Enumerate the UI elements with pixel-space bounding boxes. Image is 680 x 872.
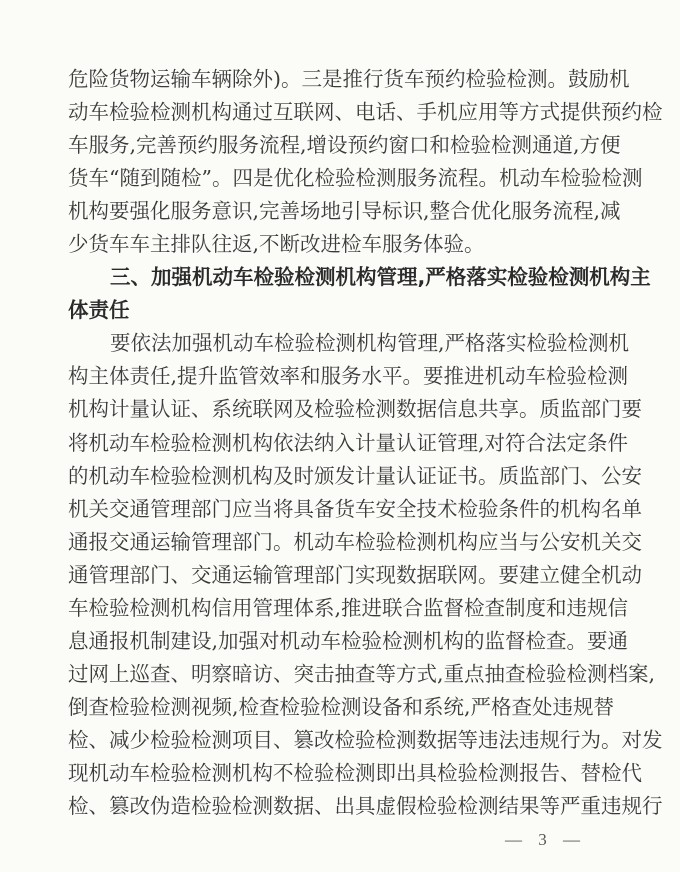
text-line: 过网上巡查、明察暗访、突击抽查等方式,重点抽查检验检测档案, [68,661,656,686]
text-line: 动车检验检测机构通过互联网、电话、手机应用等方式提供预约检 [68,100,663,125]
text-line: 货车“随到随检”。四是优化检验检测服务流程。机动车检验检测 [68,166,643,191]
text-line: 的机动车检验检测机构及时颁发计量认证证书。质监部门、公安 [68,463,642,488]
text-line: 通报交通运输管理部门。机动车检验检测机构应当与公安机关交 [68,529,642,554]
text-line: 将机动车检验检测机构依法纳入计量认证管理,对符合法定条件 [68,430,629,455]
text-line: 检、篡改伪造检验检测数据、出具虚假检验检测结果等严重违规行 [68,794,663,819]
text-line: 检、减少检验检测项目、篡改检验检测数据等违法违规行为。对发 [68,727,663,752]
text-line: 少货车车主排队往返,不断改进检车服务体验。 [68,232,485,257]
text-line: 车服务,完善预约服务流程,增设预约窗口和检验检测通道,方便 [68,133,621,158]
text-line: 构主体责任,提升监管效率和服务水平。要推进机动车检验检测 [68,364,629,389]
section-heading: 体责任 [68,298,130,323]
text-line: 通管理部门、交通运输管理部门实现数据联网。要建立健全机动 [68,562,642,587]
section-heading: 三、加强机动车检验检测机构管理,严格落实检验检测机构主 [110,265,651,290]
text-line: 息通报机制建设,加强对机动车检验检测机构的监督检查。要通 [68,628,629,653]
text-line: 机构要强化服务意识,完善场地引导标识,整合优化服务流程,减 [68,199,621,224]
text-line: 车检验检测机构信用管理体系,推进联合监督检查制度和违规信 [68,595,629,620]
text-line: 机构计量认证、系统联网及检验检测数据信息共享。质监部门要 [68,397,642,422]
text-line: 危险货物运输车辆除外)。三是推行货车预约检验检测。鼓励机 [68,67,630,91]
text-line: 倒查检验检测视频,检查检验检测设备和系统,严格查处违规替 [68,694,615,719]
page-number: — 3 — [505,830,586,849]
text-line: 要依法加强机动车检验检测机构管理,严格落实检验检测机 [110,331,630,356]
document-body [68,63,663,823]
text-line: 机关交通管理部门应当将具备货车安全技术检验条件的机构名单 [68,496,642,521]
text-line: 现机动车检验检测机构不检验检测即出具检验检测报告、替检代 [68,760,642,785]
